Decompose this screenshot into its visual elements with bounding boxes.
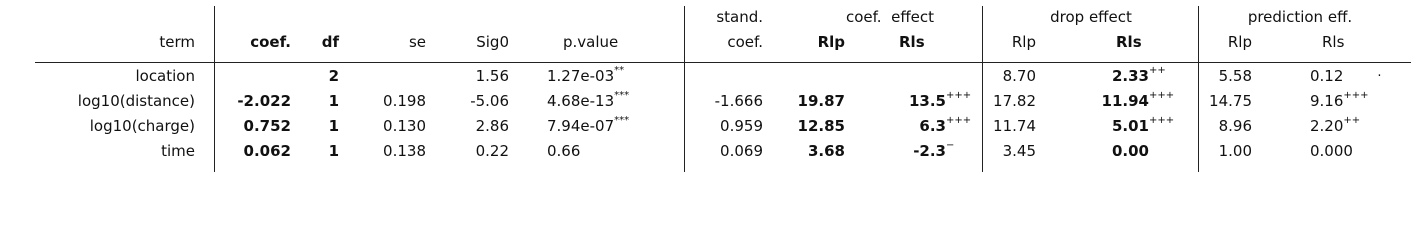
- cell-value: 1: [328, 142, 339, 160]
- cell-sig0: [476, 117, 509, 135]
- header-drop-effect-rls: Rls: [1116, 33, 1142, 51]
- significance-marker: +++: [946, 115, 972, 126]
- cell-de-rls: [1111, 65, 1166, 85]
- cell-value: 0.959: [720, 117, 763, 135]
- cell-value: 3.45: [1002, 142, 1036, 160]
- cell-value: 0.66: [547, 142, 581, 160]
- column-divider-pvalue: [684, 6, 685, 172]
- cell-value: -1.666: [714, 92, 763, 110]
- significance-marker: +++: [946, 90, 972, 101]
- cell-value: -2.3: [913, 142, 946, 160]
- cell-value: 17.82: [993, 92, 1036, 110]
- header-term: term: [159, 33, 195, 51]
- cell-value: 8.96: [1218, 117, 1252, 135]
- cell-value: 0.12: [1310, 67, 1344, 85]
- header-drop-effect-rlp: Rlp: [1011, 33, 1036, 51]
- header-stand: stand.: [716, 8, 763, 26]
- cell-ce-rls: [913, 140, 955, 160]
- cell-pe-rls: [1310, 92, 1369, 110]
- column-divider-term: [214, 6, 215, 172]
- cell-sig0: [470, 92, 509, 110]
- cell-value: 11.94: [1101, 92, 1149, 110]
- cell-coef: [244, 117, 291, 135]
- cell-ce-rls: [919, 115, 972, 135]
- cell-ce-rlp: [798, 92, 845, 110]
- cell-term: [90, 117, 195, 135]
- cell-pe-rls: [1310, 142, 1353, 160]
- cell-value: 4.68e-13: [547, 92, 615, 110]
- cell-pe-rls: [1310, 67, 1382, 85]
- cell-se: [383, 117, 426, 135]
- header-coef-effect: coef. effect: [845, 8, 935, 26]
- cell-stand-coef: [720, 117, 763, 135]
- cell-sig0: [476, 142, 509, 160]
- cell-ce-rls: [908, 90, 972, 110]
- cell-value: 14.75: [1209, 92, 1252, 110]
- cell-se: [383, 92, 426, 110]
- cell-value: 5.01: [1111, 117, 1149, 135]
- cell-coef: [244, 142, 291, 160]
- significance-marker: ++: [1343, 115, 1361, 126]
- cell-df: [329, 142, 339, 160]
- cell-de-rlp: [1003, 67, 1036, 85]
- cell-pe-rlp: [1209, 92, 1252, 110]
- cell-value: 6.3: [919, 117, 946, 135]
- cell-ce-rlp: [808, 142, 845, 160]
- cell-pe-rlp: [1219, 117, 1252, 135]
- cell-value: 0.062: [243, 142, 291, 160]
- cell-de-rlp: [1003, 142, 1036, 160]
- cell-value: 0.130: [383, 117, 426, 135]
- cell-value: 2.86: [475, 117, 509, 135]
- cell-pvalue: [547, 67, 624, 85]
- cell-term: [161, 142, 195, 160]
- cell-value: 1: [328, 117, 339, 135]
- header-prediction-eff: prediction eff.: [1247, 8, 1353, 26]
- significance-marker: +++: [1149, 115, 1175, 126]
- cell-value: 2: [328, 67, 339, 85]
- cell-value: 11.74: [993, 117, 1036, 135]
- cell-pvalue: [547, 117, 629, 135]
- header-coef-effect-rlp: Rlp: [817, 33, 845, 51]
- cell-value: log10(distance): [77, 92, 195, 110]
- significance-marker: +++: [1343, 90, 1369, 101]
- header-separator: [35, 62, 1411, 63]
- cell-value: 13.5: [908, 92, 946, 110]
- cell-value: 2.33: [1111, 67, 1149, 85]
- cell-value: 2.20: [1310, 117, 1344, 135]
- header-prediction-rls: Rls: [1322, 33, 1345, 51]
- cell-pvalue: [547, 92, 629, 110]
- cell-value: 8.70: [1002, 67, 1036, 85]
- significance-marker: .: [1377, 65, 1382, 80]
- cell-de-rls: [1112, 142, 1149, 160]
- header-pvalue: p.value: [563, 33, 619, 51]
- cell-value: 0.069: [720, 142, 763, 160]
- cell-ce-rlp: [798, 117, 845, 135]
- cell-value: 7.94e-07: [547, 117, 615, 135]
- cell-value: 1.56: [475, 67, 509, 85]
- significance-marker: ***: [614, 115, 630, 126]
- significance-marker: +++: [1149, 90, 1175, 101]
- header-drop-effect: drop effect: [1050, 8, 1132, 26]
- cell-value: 5.58: [1218, 67, 1252, 85]
- header-coef-effect-rls: Rls: [899, 33, 925, 51]
- cell-de-rlp: [993, 117, 1036, 135]
- cell-value: 1: [328, 92, 339, 110]
- cell-stand-coef: [715, 92, 763, 110]
- significance-marker: −: [946, 140, 955, 151]
- cell-pe-rls: [1310, 117, 1360, 135]
- cell-value: 12.85: [797, 117, 845, 135]
- cell-value: 3.68: [807, 142, 845, 160]
- cell-term: [135, 67, 195, 85]
- cell-de-rls: [1111, 115, 1175, 135]
- cell-de-rls: [1101, 90, 1175, 110]
- cell-value: 0.198: [383, 92, 426, 110]
- cell-pvalue: [547, 142, 580, 160]
- cell-value: 0.138: [383, 142, 426, 160]
- cell-term: [78, 92, 195, 110]
- cell-value: 1.00: [1218, 142, 1252, 160]
- cell-value: -2.022: [237, 92, 291, 110]
- column-divider-coef-effect: [982, 6, 983, 172]
- cell-coef: [237, 92, 291, 110]
- significance-marker: ++: [1149, 65, 1166, 76]
- cell-value: log10(charge): [89, 117, 195, 135]
- cell-df: [329, 117, 339, 135]
- cell-de-rlp: [993, 92, 1036, 110]
- cell-se: [383, 142, 426, 160]
- header-sig0: Sig0: [476, 33, 509, 51]
- cell-value: 1.27e-03: [547, 67, 615, 85]
- significance-marker: ***: [614, 90, 630, 101]
- cell-pe-rlp: [1219, 142, 1252, 160]
- column-divider-drop-effect: [1198, 6, 1199, 172]
- significance-marker: **: [614, 65, 625, 76]
- header-coef: coef.: [250, 33, 291, 51]
- cell-value: 9.16: [1310, 92, 1344, 110]
- cell-df: [329, 92, 339, 110]
- header-stand-coef: coef.: [727, 33, 763, 51]
- header-se: se: [408, 33, 426, 51]
- header-df: df: [321, 33, 339, 51]
- cell-value: 0.752: [243, 117, 291, 135]
- cell-value: time: [161, 142, 195, 160]
- cell-value: location: [135, 67, 195, 85]
- cell-df: [329, 67, 339, 85]
- cell-value: 0.00: [1111, 142, 1149, 160]
- cell-value: -5.06: [470, 92, 509, 110]
- cell-value: 0.22: [475, 142, 509, 160]
- cell-value: 0.000: [1310, 142, 1353, 160]
- cell-stand-coef: [720, 142, 763, 160]
- cell-sig0: [476, 67, 509, 85]
- cell-value: 19.87: [797, 92, 845, 110]
- header-prediction-rlp: Rlp: [1227, 33, 1252, 51]
- cell-pe-rlp: [1219, 67, 1252, 85]
